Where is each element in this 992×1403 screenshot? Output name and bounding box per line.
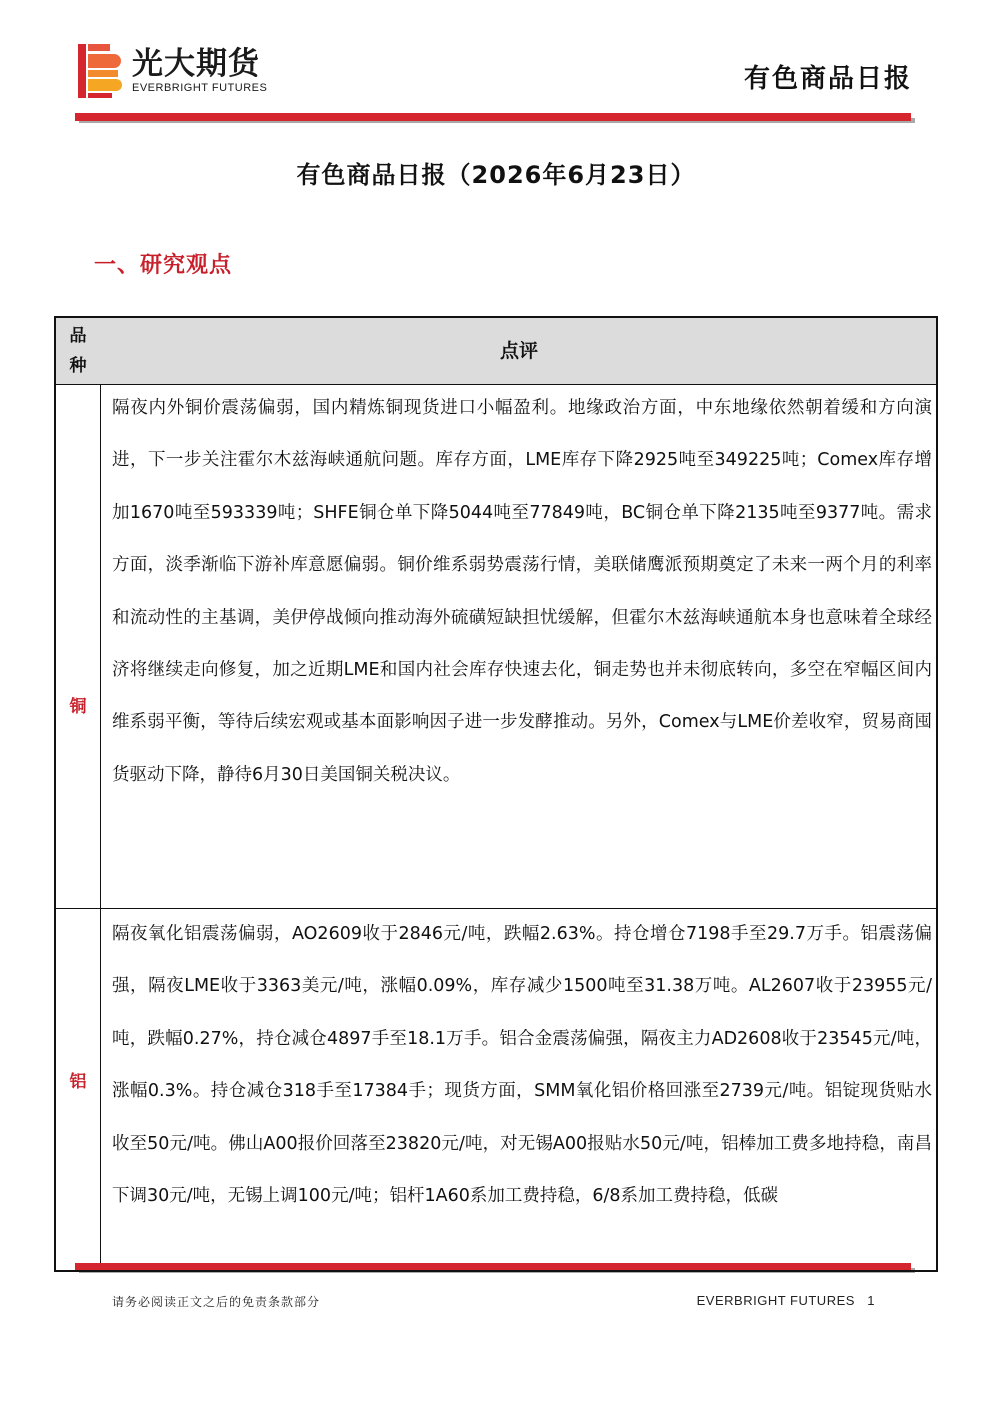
everbright-logo-icon xyxy=(78,42,124,100)
section-title: 一、研究观点 xyxy=(94,253,233,278)
table-header xyxy=(56,318,936,385)
logo-chinese-name: 光大期货 xyxy=(132,46,260,82)
footer-disclaimer: 请务必阅读正文之后的免责条款部分 xyxy=(112,1295,321,1309)
document-title: 有色商品日报（2026年6月23日） xyxy=(296,161,696,189)
footer-divider xyxy=(75,1263,915,1275)
table-row xyxy=(56,909,936,1270)
category-cell: 铜 xyxy=(69,697,87,717)
footer-brand: EVERBRIGHT FUTURES xyxy=(696,1293,855,1308)
company-logo xyxy=(78,42,288,100)
page-number: 1 xyxy=(867,1293,875,1308)
header-category xyxy=(56,318,100,384)
footer-brand-page xyxy=(697,1293,875,1308)
header-category-text: 品种 xyxy=(69,326,87,376)
comment-cell: 隔夜氧化铝震荡偏弱，AO2609收于2846元/吨，跌幅2.63%。持仓增仓7198手至29.7万手。铝震荡偏强，隔夜LME收于3363美元/吨，涨幅0.09%，库存减少1500吨至31.38万吨。AL2607收于23955元/吨，跌幅0.27%，持仓减仓4897手至18.1万手。铝合金震荡偏强，隔夜主力AD2608收于23545元/吨，涨幅0.3%。持仓减仓318手至17384手；现货方面，SMM氧化铝价格回涨至2739元/吨。铝锭现货贴水收至50元/吨。佛山A00报价回落至23820元/吨，对无锡A00报贴水50元/吨，铝棒加工费多地持稳，南昌下调30元/吨，无锡上调100元/吨；铝杆1A60系加工费持稳，6/8系加工费持稳，低碳 xyxy=(112,924,932,1207)
category-cell: 铝 xyxy=(69,1072,87,1092)
table-row xyxy=(56,384,936,909)
report-name: 有色商品日报 xyxy=(743,64,912,94)
header-comment: 点评 xyxy=(499,340,538,362)
commentary-table xyxy=(54,316,938,1272)
header-divider xyxy=(75,113,915,125)
logo-english-name: EVERBRIGHT FUTURES xyxy=(132,82,268,94)
comment-cell: 隔夜内外铜价震荡偏弱，国内精炼铜现货进口小幅盈利。地缘政治方面，中东地缘依然朝着缓和方向演进，下一步关注霍尔木兹海峡通航问题。库存方面，LME库存下降2925吨至349225吨；Comex库存增加1670吨至593339吨；SHFE铜仓单下降5044吨至77849吨，BC铜仓单下降2135吨至9377吨。需求方面，淡季渐临下游补库意愿偏弱。铜价维系弱势震荡行情，美联储鹰派预期奠定了未来一两个月的利率和流动性的主基调，美伊停战倾向推动海外硫磺短缺担忧缓解，但霍尔木兹海峡通航本身也意味着全球经济将继续走向修复，加之近期LME和国内社会库存快速去化，铜走势也并未彻底转向，多空在窄幅区间内维系弱平衡，等待后续宏观或基本面影响因子进一步发酵推动。另外，Comex与LME价差收窄，贸易商囤货驱动下降，静待6月30日美国铜关税决议。 xyxy=(112,398,932,785)
